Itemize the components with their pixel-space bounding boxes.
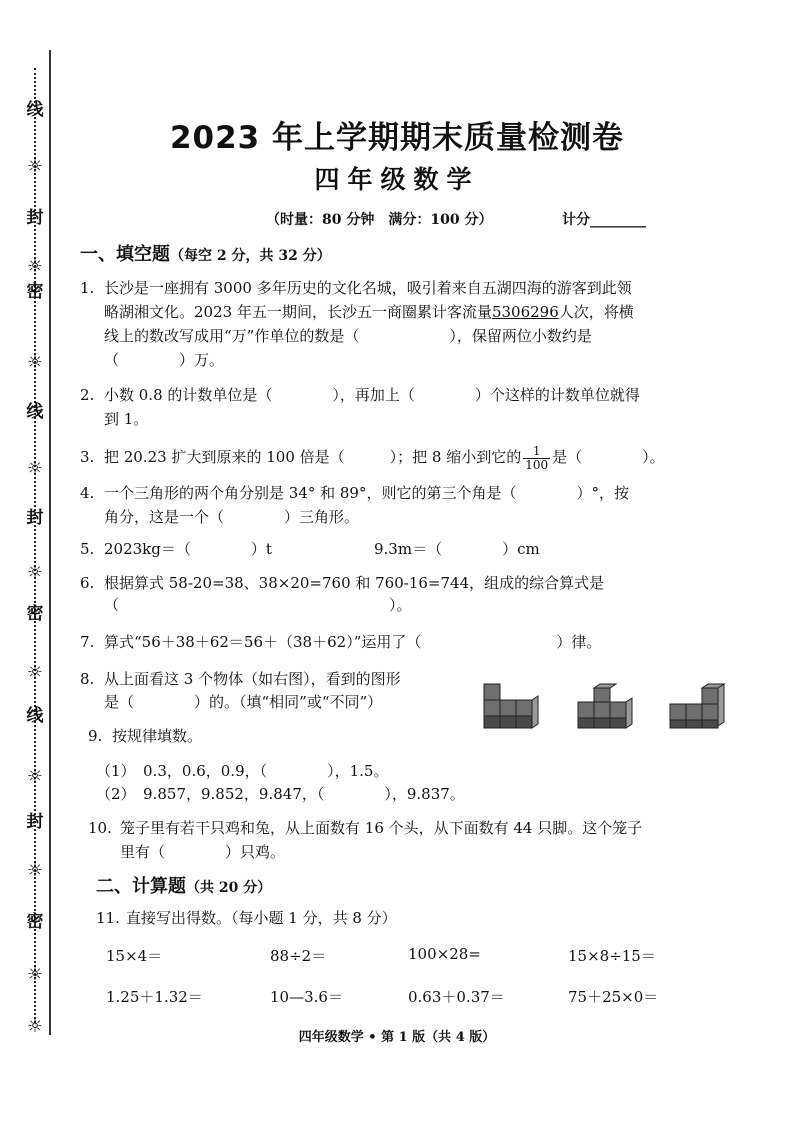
q11-text: 直接写出得数。（每小题 1 分，共 8 分） [126, 909, 397, 927]
sun-icon: ☼ [26, 352, 44, 373]
section-1-heading [80, 240, 331, 266]
q4-line2: 角分，这是一个（ ）三角形。 [104, 508, 360, 526]
binding-word: 封 [26, 812, 44, 832]
q6-line1: 根据算式 58-20=38、38×20=760 和 760-16=744，组成的综合算式是 [104, 574, 605, 592]
fraction [523, 445, 550, 472]
section-1-title: 一、填空题 [80, 244, 170, 265]
question-number: 4. [80, 484, 95, 502]
binding-word: 封 [26, 508, 44, 528]
q1-line3: 线上的数改写成用“万”作单位的数是（ ），保留两位小数约是 [104, 327, 592, 345]
q2-line1: 小数 0.8 的计数单位是（ ），再加上（ ）个这样的计数单位就得 [104, 386, 640, 404]
cube-object-3 [670, 684, 724, 728]
question-number: 10. [88, 819, 112, 837]
q2-line2: 到 1。 [104, 410, 149, 428]
question-number: 9. [88, 727, 103, 745]
binding-rule [49, 50, 51, 1035]
section-1-note: （每空 2 分，共 32 分） [170, 248, 331, 264]
sun-icon: ☼ [26, 662, 44, 683]
cube-object-2 [578, 684, 632, 728]
question-number: 1. [80, 279, 95, 297]
sun-icon: ☼ [26, 964, 44, 985]
question-number: 8. [80, 670, 95, 688]
q3-text [104, 440, 665, 474]
binding-word: 线 [26, 100, 44, 120]
exam-subject: 四年级数学 [314, 165, 480, 194]
binding-word: 密 [26, 282, 44, 302]
sun-icon: ☼ [26, 562, 44, 583]
fraction-numerator: 1 [523, 445, 550, 459]
q1-underlined-number: 5306296 [491, 303, 559, 321]
question-number: 7. [80, 633, 95, 651]
q9-row2: （2） 9.857，9.852，9.847，（ ），9.837。 [96, 785, 465, 803]
sun-icon: ☼ [26, 458, 44, 479]
binding-word: 密 [26, 604, 44, 624]
question-number: 3. [80, 448, 95, 466]
section-2-title: 二、计算题 [96, 876, 186, 897]
arith-item: 75＋25×0＝ [568, 988, 659, 1006]
sun-icon: ☼ [26, 256, 44, 277]
q1-line4: （ ）万。 [104, 351, 225, 369]
q1-line2a: 略湖湘文化。2023 年五一期间，长沙五一商圈累计客流量 [104, 303, 492, 321]
q1-line1: 长沙是一座拥有 3000 多年历史的文化名城，吸引着来自五湖四海的游客到此领 [104, 279, 632, 297]
binding-word: 密 [26, 912, 44, 932]
question-number: 6. [80, 574, 95, 592]
arith-item: 15×8÷15＝ [568, 947, 656, 965]
q3-text-b: 是（ ）。 [552, 448, 665, 466]
section-2-heading [96, 872, 271, 898]
binding-word: 线 [26, 402, 44, 422]
section-2-note: （共 20 分） [186, 880, 272, 896]
q8-line1: 从上面看这 3 个物体（如右图），看到的图形 [104, 670, 401, 688]
q9-title: 按规律填数。 [112, 727, 203, 745]
question-number: 2. [80, 386, 95, 404]
arith-item: 88÷2＝ [270, 947, 327, 965]
q5-part1: 2023kg＝（ ）t [104, 540, 272, 558]
exam-time-score-info: （时量：80 分钟 满分：100 分） [266, 212, 493, 228]
question-number: 5. [80, 540, 95, 558]
cube-object-1 [484, 684, 538, 728]
sun-icon: ☼ [26, 1016, 44, 1037]
arith-item: 0.63＋0.37＝ [408, 988, 505, 1006]
q9-row1: （1） 0.3，0.6，0.9，（ ），1.5。 [96, 762, 389, 780]
q4-line1: 一个三角形的两个角分别是 34° 和 89°，则它的第三个角是（ ）°，按 [104, 484, 629, 502]
exam-title: 2023 年上学期期末质量检测卷 [169, 120, 625, 156]
sun-icon: ☼ [26, 766, 44, 787]
fraction-denominator: 100 [525, 457, 549, 472]
q1-line2b: 人次，将横 [558, 303, 634, 321]
q1-line2 [104, 300, 634, 325]
page-footer: 四年级数学 • 第 1 版（共 4 版） [298, 1030, 496, 1045]
sun-icon: ☼ [26, 860, 44, 881]
binding-word: 线 [26, 706, 44, 726]
q8-line2: 是（ ）的。（填“相同”或“不同”） [104, 693, 383, 711]
sun-icon: ☼ [26, 156, 44, 177]
arith-item: 1.25＋1.32＝ [106, 988, 203, 1006]
question-number: 11. [96, 909, 120, 927]
arith-item: 100×28= [408, 945, 481, 963]
q10-line2: 里有（ ）只鸡。 [120, 843, 286, 861]
q6-line2: （ ）。 [104, 596, 412, 614]
arith-item: 10—3.6＝ [270, 988, 343, 1006]
arith-item: 15×4＝ [106, 947, 163, 965]
q3-text-a: 把 20.23 扩大到原来的 100 倍是（ ）；把 8 缩小到它的 [104, 448, 522, 466]
q5-part2: 9.3m＝（ ）cm [374, 540, 540, 558]
q7-text: 算式“56＋38＋62＝56＋（38＋62）”运用了（ ）律。 [104, 633, 602, 651]
cube-figures [478, 682, 748, 732]
q10-line1: 笼子里有若干只鸡和兔，从上面数有 16 个头，从下面数有 44 只脚。这个笼子 [120, 819, 643, 837]
binding-word: 封 [26, 208, 44, 228]
score-field: 计分________ [562, 212, 646, 228]
